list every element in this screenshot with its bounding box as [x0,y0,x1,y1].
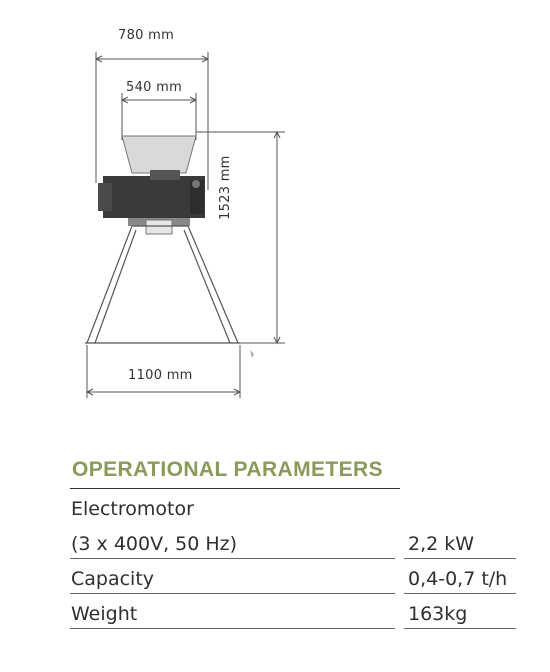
section-title: OPERATIONAL PARAMETERS [72,458,383,481]
param-label: Capacity [71,568,155,590]
row-divider [70,628,395,629]
param-row-weight [68,594,518,629]
row-divider [404,628,516,629]
dimension-label-1100: 1100 mm [128,368,193,383]
dimension-line-540 [122,93,196,140]
param-label: Electromotor [71,498,194,520]
param-label: (3 x 400V, 50 Hz) [71,533,238,555]
hopper [122,136,196,173]
param-value: 0,4-0,7 t/h [408,568,508,590]
operational-parameters-section [68,458,518,629]
small-mark [250,350,254,358]
dimension-line-1523 [196,132,285,343]
dimension-label-1523: 1523 mm [218,155,233,220]
param-label: Weight [71,603,138,625]
machine-body [98,170,205,234]
stand-frame [85,226,240,343]
dimension-label-540: 540 mm [126,80,183,95]
param-value: 163kg [408,603,468,625]
param-row-capacity [68,559,518,594]
dimension-label-780: 780 mm [118,28,175,43]
param-row-electromotor [68,489,518,524]
param-row-voltage [68,524,518,559]
param-value: 2,2 kW [408,533,475,555]
